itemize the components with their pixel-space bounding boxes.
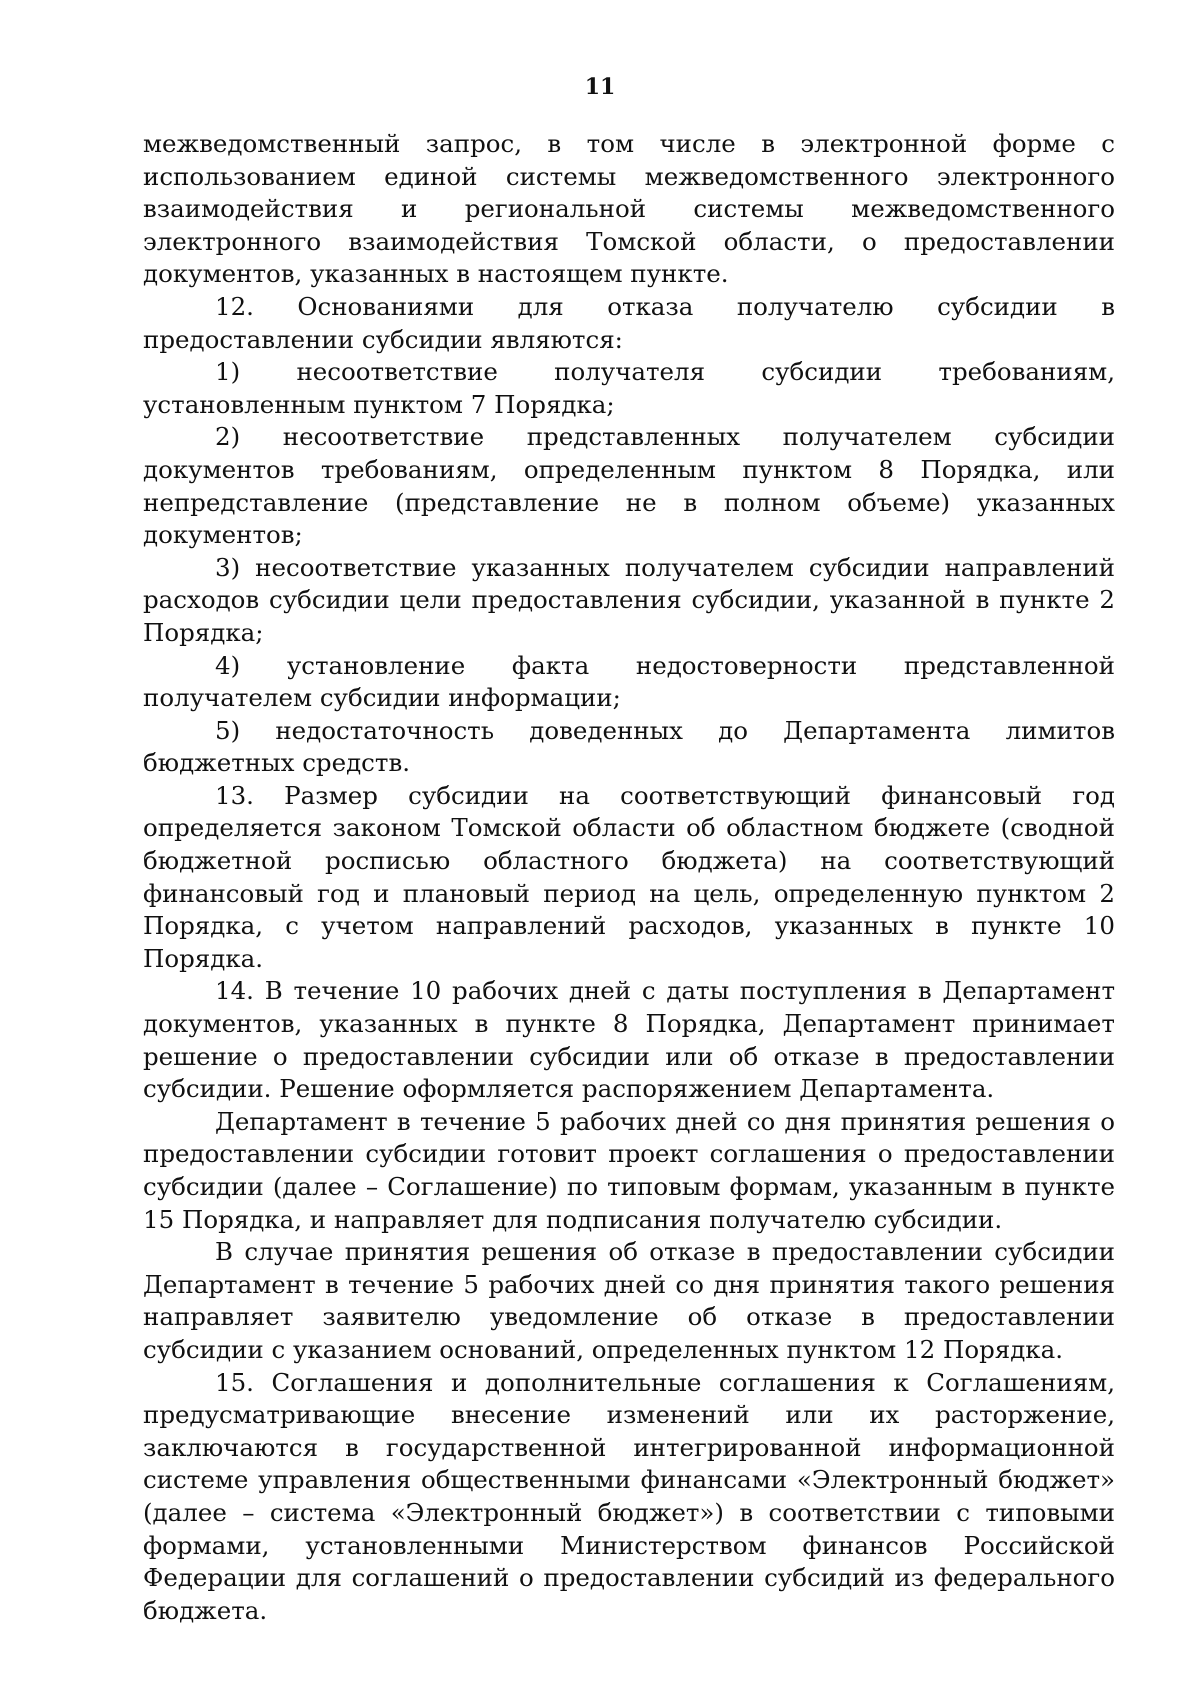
- page-number: 11: [584, 74, 616, 100]
- paragraph-item-13: 13. Размер субсидии на соответствующий финансовый год определяется законом Томской области об областном бюджете (сводной бюджетной росписью областного бюджета) на соответствующий финансовый год и плановый период на цель, определенную пунктом 2 Порядка, с учетом направлений расходов, указанных в пункте 10 Порядка.: [143, 780, 1115, 973]
- document-body: [143, 128, 1115, 1627]
- paragraph-subitem-2: 2) несоответствие представленных получателем субсидии документов требованиям, определенным пунктом 8 Порядка, или непредставление (представление не в полном объеме) указанных документов;: [143, 422, 1115, 550]
- paragraph-item-15: 15. Соглашения и дополнительные соглашения к Соглашениям, предусматривающие внесение изменений или их расторжение, заключаются в государственной интегрированной информационной системе управления общественными финансами «Электронный бюджет» (далее – система «Электронный бюджет») в соответствии с типовыми формами, установленными Министерством финансов Российской Федерации для соглашений о предоставлении субсидий из федерального бюджета.: [143, 1367, 1115, 1625]
- paragraph-subitem-3: 3) несоответствие указанных получателем субсидии направлений расходов субсидии цели предоставления субсидии, указанной в пункте 2 Порядка;: [143, 552, 1115, 647]
- paragraph-subitem-4: 4) установление факта недостоверности представленной получателем субсидии информации;: [143, 650, 1115, 713]
- paragraph-item-14: 14. В течение 10 рабочих дней с даты поступления в Департамент документов, указанных в пункте 8 Порядка, Департамент принимает решение о предоставлении субсидии или об отказе в предоставлении субсидии. Решение оформляется распоряжением Департамента.: [143, 976, 1115, 1104]
- paragraph-subitem-5: 5) недостаточность доведенных до Департамента лимитов бюджетных средств.: [143, 715, 1115, 778]
- paragraph-item-14-agreement: Департамент в течение 5 рабочих дней со дня принятия решения о предоставлении субсидии готовит проект соглашения о предоставлении субсидии (далее – Соглашение) по типовым формам, указанным в пункте 15 Порядка, и направляет для подписания получателю субсидии.: [143, 1106, 1115, 1234]
- paragraph-continuation: межведомственный запрос, в том числе в электронной форме с использованием единой системы межведомственного электронного взаимодействия и региональной системы межведомственного электронного взаимодействия Томской области, о предоставлении документов, указанных в настоящем пункте.: [143, 129, 1115, 289]
- paragraph-item-14-refusal: В случае принятия решения об отказе в предоставлении субсидии Департамент в течение 5 рабочих дней со дня принятия такого решения направляет заявителю уведомление об отказе в предоставлении субсидии с указанием оснований, определенных пунктом 12 Порядка.: [143, 1237, 1115, 1364]
- paragraph-item-12: 12. Основаниями для отказа получателю субсидии в предоставлении субсидии являются:: [143, 291, 1115, 354]
- paragraph-subitem-1: 1) несоответствие получателя субсидии требованиям, установленным пунктом 7 Порядка;: [143, 357, 1115, 419]
